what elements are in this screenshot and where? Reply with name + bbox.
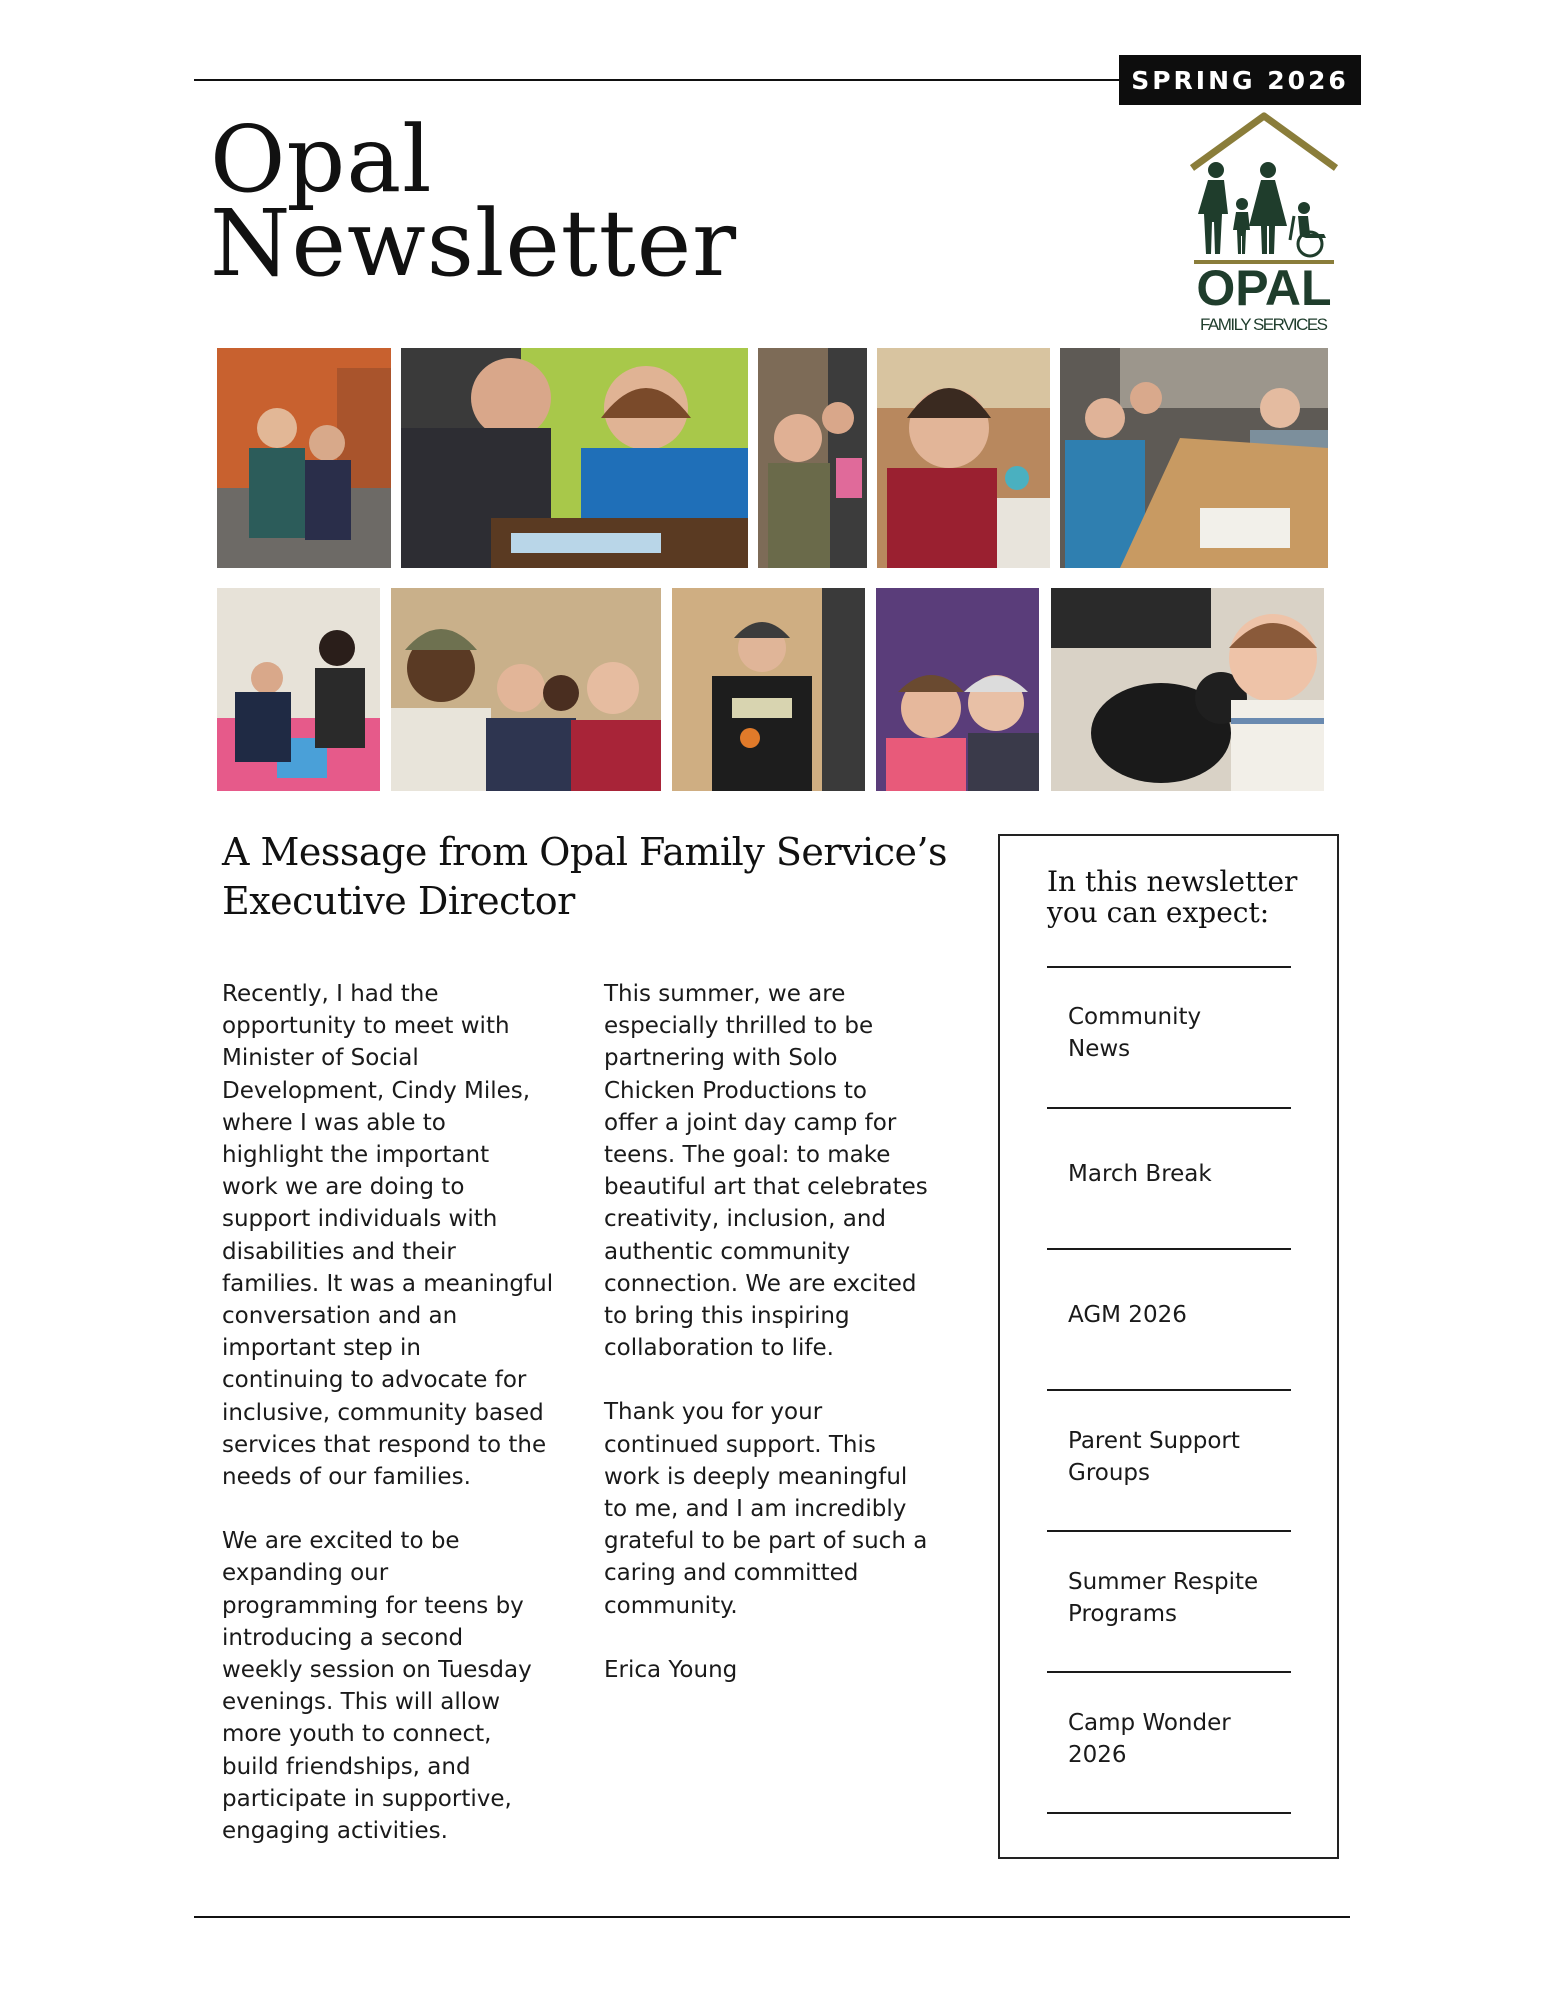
bottom-rule — [194, 1916, 1350, 1918]
article-paragraph: Thank you for your continued support. This work is deeply meaningful to me, and I am incredibly grateful to be part of such a caring and committed community. — [604, 1399, 928, 1619]
title-line-2: Newsletter — [210, 190, 738, 297]
logo-subtitle: FAMILY SERVICES — [1200, 315, 1328, 334]
divider — [1047, 1671, 1291, 1673]
article-column-1 — [222, 978, 594, 1879]
contents-heading: In this newsletter you can expect: — [1047, 865, 1298, 929]
article-signature: Erica Young — [604, 1656, 738, 1683]
opal-logo — [1186, 112, 1342, 338]
article-paragraph: We are excited to be expanding our programming for teens by introducing a second weekly session on Tuesday evenings. This will allow more youth to connect, build friendships, and participate in supportive, engaging activities. — [222, 1528, 532, 1845]
toc-item-community-news[interactable]: Community News — [1068, 1004, 1202, 1062]
divider — [1047, 966, 1291, 968]
toc-item-summer-respite-programs[interactable]: Summer Respite Programs — [1068, 1569, 1259, 1627]
photo-kids-floor-play — [217, 588, 380, 791]
photo-kids-mustache — [217, 348, 391, 568]
divider — [1047, 1812, 1291, 1814]
photo-selfie-duo — [876, 588, 1039, 791]
photo-group-selfie — [391, 588, 661, 791]
family-house-icon — [1186, 112, 1342, 338]
season-badge: SPRING 2026 — [1119, 55, 1361, 105]
logo-wordmark: OPAL — [1196, 260, 1332, 316]
photo-table-group — [1060, 348, 1328, 568]
article-paragraph: This summer, we are especially thrilled to be partnering with Solo Chicken Productions to offer a joint day camp for teens. The goal: to make beautiful art that celebrates creativity, inclusion, and authentic community connection. We are excited to bring this inspiring collaboration to life. — [604, 981, 928, 1362]
title-line-1: Opal — [210, 106, 433, 213]
divider — [1047, 1248, 1291, 1250]
divider — [1047, 1389, 1291, 1391]
newsletter-contents-box — [998, 834, 1339, 1859]
photo-two-friends — [758, 348, 867, 568]
photo-teen-snack — [672, 588, 865, 791]
toc-item-march-break[interactable]: March Break — [1068, 1161, 1212, 1187]
toc-item-camp-wonder-2026[interactable]: Camp Wonder 2026 — [1068, 1710, 1231, 1768]
photo-boy-smiling — [877, 348, 1050, 568]
photo-man-boy-game — [401, 348, 748, 568]
photo-child-bunny — [1051, 588, 1324, 791]
article-column-2 — [604, 978, 976, 1718]
article-headline: A Message from Opal Family Service’s Executive Director — [222, 830, 948, 923]
toc-item-parent-support-groups[interactable]: Parent Support Groups — [1068, 1428, 1240, 1486]
divider — [1047, 1107, 1291, 1109]
toc-item-agm-2026[interactable]: AGM 2026 — [1068, 1302, 1187, 1328]
divider — [1047, 1530, 1291, 1532]
newsletter-title — [210, 106, 738, 297]
top-rule — [194, 79, 1120, 81]
article-paragraph: Recently, I had the opportunity to meet with Minister of Social Development, Cindy Miles, where I was able to highlight the important work we are doing to support individuals with disabilities and their families. It was a meaningful conversation and an important step in continuing to advocate for inclusive, community based services that respond to the needs of our families. — [222, 981, 554, 1491]
